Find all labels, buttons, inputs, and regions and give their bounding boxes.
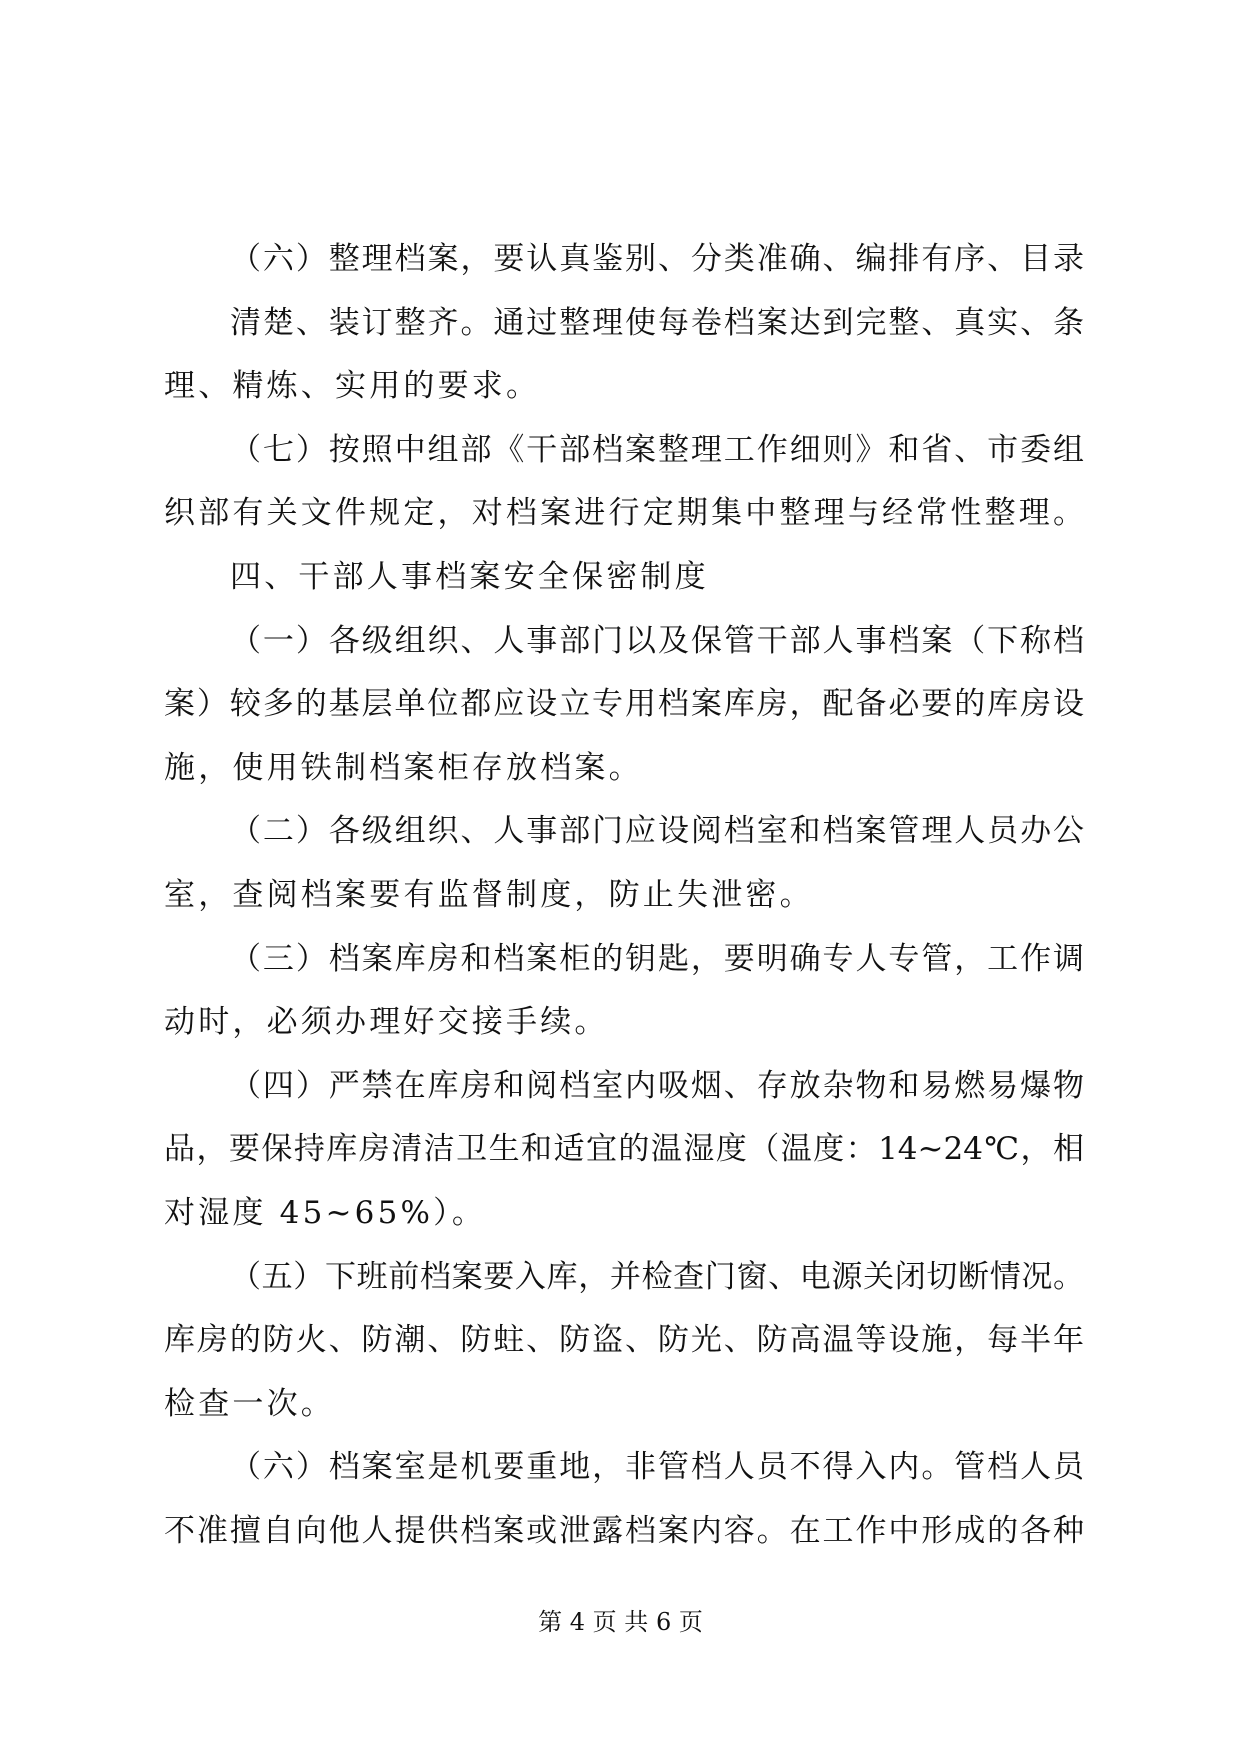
paragraph-line: （一）各级组织、人事部门以及保管干部人事档案（下称档 <box>230 622 1084 659</box>
paragraph-line: 理、精炼、实用的要求。 <box>164 368 541 405</box>
document-body <box>164 228 1084 1563</box>
paragraph-line: （四）严禁在库房和阅档室内吸烟、存放杂物和易燃易爆物 <box>230 1067 1084 1104</box>
page-number: 第 4 页 共 6 页 <box>538 1608 703 1636</box>
paragraph-line: （二）各级组织、人事部门应设阅档室和档案管理人员办公 <box>230 813 1084 850</box>
paragraph-line: 对湿度 45~65%）。 <box>164 1194 487 1231</box>
paragraph-line: （六）档案室是机要重地，非管档人员不得入内。管档人员 <box>230 1449 1084 1486</box>
paragraph-line: 库房的防火、防潮、防蛀、防盗、防光、防高温等设施，每半年 <box>164 1322 1084 1359</box>
section-heading: 四、干部人事档案安全保密制度 <box>230 558 709 595</box>
paragraph-line: （六）整理档案，要认真鉴别、分类准确、编排有序、目录 <box>230 241 1084 277</box>
paragraph-line: 动时，必须办理好交接手续。 <box>164 1004 609 1041</box>
paragraph-line: 品，要保持库房清洁卫生和适宜的温湿度（温度：14~24℃，相 <box>164 1131 1084 1168</box>
paragraph-line: 不准擅自向他人提供档案或泄露档案内容。在工作中形成的各种 <box>164 1512 1084 1549</box>
page-footer <box>0 1606 1241 1638</box>
paragraph-line: （五）下班前档案要入库，并检查门窗、电源关闭切断情况。 <box>230 1258 1084 1295</box>
paragraph-line: 检查一次。 <box>164 1385 335 1422</box>
paragraph-line: （七）按照中组部《干部档案整理工作细则》和省、市委组 <box>230 431 1084 468</box>
paragraph-line: 清楚、装订整齐。通过整理使每卷档案达到完整、真实、条 <box>230 304 1084 341</box>
paragraph-line: 案）较多的基层单位都应设立专用档案库房，配备必要的库房设 <box>164 686 1084 723</box>
paragraph-line: 室，查阅档案要有监督制度，防止失泄密。 <box>164 876 814 913</box>
paragraph-line: 织部有关文件规定，对档案进行定期集中整理与经常性整理。 <box>164 495 1084 532</box>
paragraph-line: （三）档案库房和档案柜的钥匙，要明确专人专管，工作调 <box>230 940 1084 977</box>
paragraph-line: 施，使用铁制档案柜存放档案。 <box>164 749 643 786</box>
